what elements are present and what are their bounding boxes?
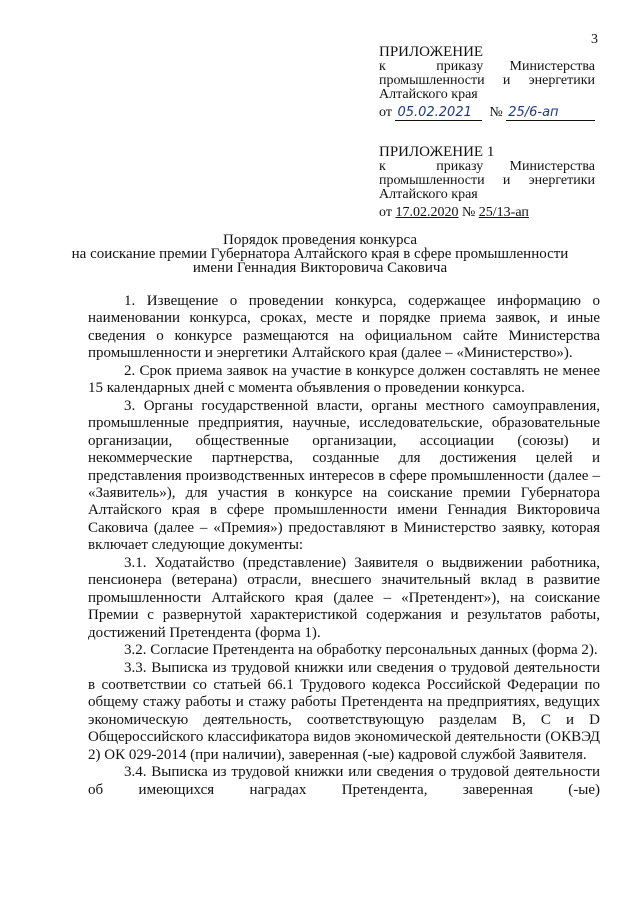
title-line-3: имени Геннадия Викторовича Саковича	[192, 260, 448, 276]
appendix-1-block	[379, 145, 595, 220]
appendix-prikazu: приказу	[436, 59, 484, 74]
appendix-1-ministry: Министерства	[509, 159, 595, 174]
paragraph-3-3: 3.3. Выписка из трудовой книжки или сведения о трудовой деятельности в соответствии со статьей 66.1 Трудового кодекса Российской Федерации по общему стажу работы и стажу работы Претендента на предприятиях, ведущих экономическую деятельность, соответствующую разделам B, C и D Общероссийского классификатора видов экономической деятельности (ОКВЭД 2) ОК 029-2014 (при наличии), заверенная (-ые) кадровой службой Заявителя.	[88, 659, 600, 763]
appendix-date-line	[379, 106, 595, 121]
appendix-line-3: Алтайского края	[379, 87, 478, 102]
appendix-1-line-1	[379, 160, 595, 174]
appendix-1-number: 25/13-ап	[478, 205, 529, 220]
appendix-heading: ПРИЛОЖЕНИЕ	[379, 44, 484, 60]
appendix-1-k: к	[379, 159, 386, 174]
title-line-1: Порядок проведения конкурса	[222, 232, 417, 248]
appendix-1-date-line	[379, 206, 595, 220]
appendix-1-heading: ПРИЛОЖЕНИЕ 1	[379, 144, 495, 160]
appendix-ministry: Министерства	[509, 59, 595, 74]
appendix-1-no-sign: №	[461, 205, 476, 220]
paragraph-3-4: 3.4. Выписка из трудовой книжки или сведения о трудовой деятельности об имеющихся наградах Претендента, заверенная (-ые)	[88, 764, 600, 798]
appendix-1-date: 17.02.2020	[395, 205, 459, 220]
appendix-1-line-3: Алтайского края	[379, 187, 478, 202]
document-body	[88, 293, 600, 799]
appendix-line-2: промышленности и энергетики	[379, 73, 595, 88]
appendix-ot: от	[379, 105, 392, 120]
appendix-block	[379, 45, 595, 121]
appendix-line-1	[379, 60, 595, 74]
appendix-k: к	[379, 59, 386, 74]
paragraph-2: 2. Срок приема заявок на участие в конкурсе должен составлять не менее 15 календарных дней с момента объявления о проведении конкурса.	[88, 362, 600, 397]
appendix-1-prikazu: приказу	[436, 159, 484, 174]
paragraph-3: 3. Органы государственной власти, органы местного самоуправления, промышленные предприятия, научные, исследовательские, образовательные организации, общественные организации, ассоциации (союзы) и некоммерческие партнерства, созданные для достижения целей и представления производственных интересов в сфере промышленности (далее – «Заявитель»), для участия в конкурсе на соискание премии Губернатора Алтайского края в сфере промышленности имени Геннадия Викторовича Саковича (далее – «Премия») предоставляют в Министерство заявку, которая включает следующие документы:	[88, 397, 600, 554]
page-number: 3	[591, 32, 598, 47]
paragraph-3-1: 3.1. Ходатайство (представление) Заявителя о выдвижении работника, пенсионера (ветерана) отрасли, внесшего значительный вклад в развитие промышленности Алтайского края (далее – «Претендент»), на соискание Премии с развернутой характеристикой содержания и результатов работы, достижений Претендента (форма 1).	[88, 554, 600, 641]
appendix-no-sign: №	[489, 105, 503, 120]
paragraph-3-2: 3.2. Согласие Претендента на обработку персональных данных (форма 2).	[124, 642, 598, 659]
document-title	[70, 233, 570, 275]
paragraph-1: 1. Извещение о проведении конкурса, содержащее информацию о наименовании конкурса, сроках, месте и порядке приема заявок, и иные сведения о конкурсе размещаются на официальном сайте Министерства промышленности и энергетики Алтайского края (далее – «Министерство»).	[88, 293, 600, 362]
appendix-1-ot: от	[379, 205, 392, 220]
appendix-handwritten-date: 05.02.2021	[395, 106, 482, 121]
title-line-2: на соискание премии Губернатора Алтайского края в сфере промышленности	[71, 246, 569, 262]
appendix-1-line-2: промышленности и энергетики	[379, 173, 595, 188]
appendix-handwritten-number: 25/6-ап	[506, 106, 595, 121]
